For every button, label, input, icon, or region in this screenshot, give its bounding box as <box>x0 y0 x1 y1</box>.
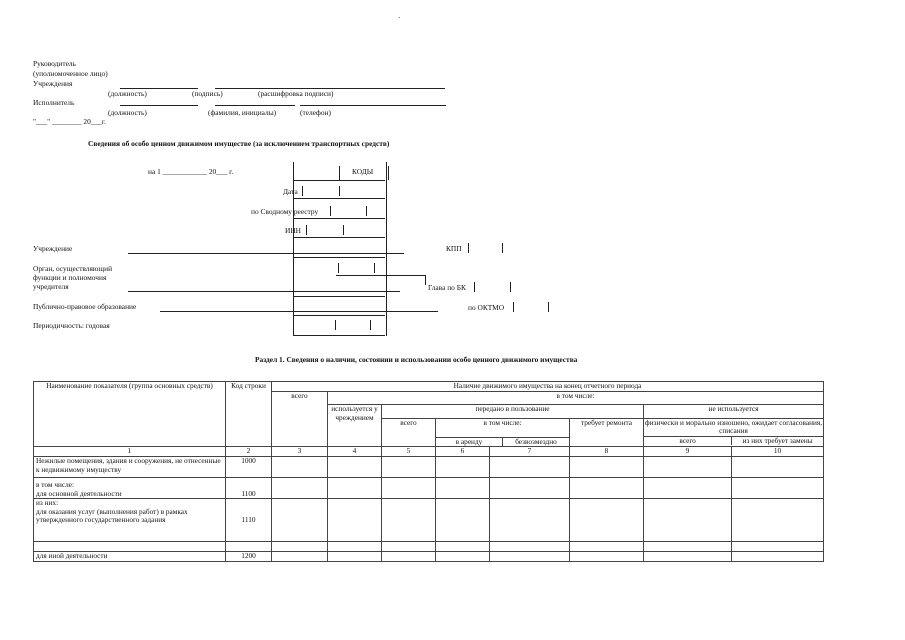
head-label-2: (уполномоченное лицо) <box>33 69 108 78</box>
svodny-tick-2 <box>366 206 367 216</box>
row-name <box>34 542 226 552</box>
glava-label: Глава по БК <box>428 283 466 292</box>
inn-tick <box>306 225 307 235</box>
header-total: всего <box>272 391 328 447</box>
date-tick <box>302 186 303 196</box>
header-free: безвозмездно <box>515 436 557 446</box>
kpp-label: КПП <box>446 244 462 253</box>
glava-tick <box>474 282 475 292</box>
col-num-4: 4 <box>328 447 382 457</box>
table-row <box>34 478 824 499</box>
date-tick-2 <box>339 186 340 196</box>
institution-label: Учреждение <box>33 244 73 253</box>
codes-row-line-8 <box>293 335 385 336</box>
column-numbers-row <box>34 447 824 457</box>
period-tick <box>335 320 336 330</box>
header-presence: Наличие движимого имущества на конец отчетного периода <box>272 382 824 392</box>
organ-code-line <box>336 275 426 276</box>
header-repair: требует ремонта <box>570 418 644 447</box>
exec-cap-name: (фамилия, инициалы) <box>208 108 277 117</box>
codes-row-line-5 <box>293 257 385 258</box>
header-not-used: не используется <box>644 405 824 419</box>
header-transferred: передано в пользование <box>382 405 644 419</box>
row-code: 1000 <box>226 457 272 478</box>
exec-cap-phone: (телефон) <box>300 108 331 117</box>
codes-row-line-6 <box>293 296 385 297</box>
codes-divider <box>339 166 340 180</box>
table-row <box>34 499 824 542</box>
kpp-tick-2 <box>502 243 503 253</box>
row-code: 1100 <box>226 478 272 499</box>
row-code: 1110 <box>226 499 272 542</box>
form-date-line: на 1 ____________ 20___ г. <box>148 167 234 176</box>
institution-line <box>128 253 404 254</box>
organ-label-3: учредителя <box>33 282 69 291</box>
header-worn-total: всего <box>644 437 732 446</box>
header-worn-replace: из них требует замены <box>742 435 813 445</box>
section-title: Раздел 1. Сведения о наличии, состоянии и использовании особо ценного движимого имущества <box>255 355 578 364</box>
glava-tick-2 <box>510 282 511 292</box>
col-num-2: 2 <box>226 447 272 457</box>
table-row <box>34 552 824 562</box>
form-title: Сведения об особо ценном движимом имуществе (за исключением транспортных средств) <box>88 139 390 148</box>
row-code <box>226 542 272 552</box>
oktmo-tick <box>513 302 514 312</box>
inn-tick-2 <box>343 225 344 235</box>
exec-name-line <box>215 105 295 106</box>
header-name: Наименование показателя (группа основных средств) <box>34 382 226 447</box>
col-num-6: 6 <box>436 447 490 457</box>
codes-column <box>293 162 387 336</box>
row-name: из них: для оказания услуг (выполнения работ) в рамках утвержденного государственного задания <box>34 499 226 542</box>
oktmo-tick-2 <box>548 302 549 312</box>
head-cap-position: (должность) <box>108 89 147 98</box>
svodny-label: по Сводному реестру <box>251 207 319 216</box>
col-num-1: 1 <box>34 447 226 457</box>
inn-label: ИНН <box>285 226 302 235</box>
head-cap-signature: (подпись) <box>192 89 223 98</box>
codes-header: КОДЫ <box>352 167 374 176</box>
codes-row-line-4 <box>293 237 385 238</box>
organ-line <box>128 291 400 292</box>
ppo-line <box>160 311 438 312</box>
table-row <box>34 542 824 552</box>
header-tr-total-cell <box>382 418 436 447</box>
exec-cap-position: (должность) <box>108 108 147 117</box>
header-rent: в аренду <box>436 438 503 447</box>
header-worn: физически и морально изношено, ожидает согласования, списания <box>644 417 823 435</box>
col-num-8: 8 <box>570 447 644 457</box>
head-label-1: Руководитель <box>33 59 76 68</box>
header-tr-total: всего <box>400 417 417 427</box>
col-num-9: 9 <box>644 447 732 457</box>
row-name: для иной деятельности <box>34 552 226 562</box>
row-name: в том числе: для основной деятельности <box>34 478 226 499</box>
codes-row-line-1 <box>293 180 385 181</box>
header-tr-incl: в том числе: <box>436 419 569 438</box>
organ-label-2: функции и полномочия <box>33 273 107 282</box>
col-num-7: 7 <box>490 447 570 457</box>
scan-dot: · <box>398 13 401 22</box>
period-label: Периодичность: годовая <box>33 321 110 330</box>
row-code: 1200 <box>226 552 272 562</box>
exec-position-line <box>120 105 198 106</box>
head-label-3: Учреждения <box>33 79 73 88</box>
ppo-label: Публично-правовое образование <box>33 302 137 311</box>
codes-row-line-3 <box>293 218 385 219</box>
header-used: используется учреждением <box>328 405 382 447</box>
table-row <box>34 457 824 478</box>
exec-phone-line <box>300 105 446 106</box>
col-num-3: 3 <box>272 447 328 457</box>
header-tr-sub <box>436 418 570 447</box>
organ-code-drop <box>425 275 426 285</box>
header-incl: в том числе: <box>328 391 824 405</box>
codes-right-tick <box>388 166 389 180</box>
oktmo-label: по ОКТМО <box>468 303 505 312</box>
organ-label-1: Орган, осуществляющий <box>33 264 113 273</box>
header-code: Код строки <box>226 382 272 447</box>
col-num-5: 5 <box>382 447 436 457</box>
signature-date: "___" ________ 20___г. <box>33 117 106 126</box>
row-name: Нежилые помещения, здания и сооружения, не отнесенные к недвижимому имуществу <box>34 457 226 478</box>
period-tick-2 <box>370 320 371 330</box>
codes-row-line-2 <box>293 198 385 199</box>
exec-label: Исполнитель <box>33 98 75 107</box>
codes-row-line-7 <box>293 315 385 316</box>
head-cap-decode: (расшифровка подписи) <box>258 89 334 98</box>
svodny-tick <box>330 206 331 216</box>
assets-table <box>33 381 824 562</box>
organ-tick <box>338 263 339 273</box>
date-label: Дата <box>283 187 298 196</box>
col-num-10: 10 <box>732 447 824 457</box>
header-worn-group <box>644 418 824 447</box>
organ-tick-2 <box>374 263 375 273</box>
kpp-tick <box>468 243 469 253</box>
